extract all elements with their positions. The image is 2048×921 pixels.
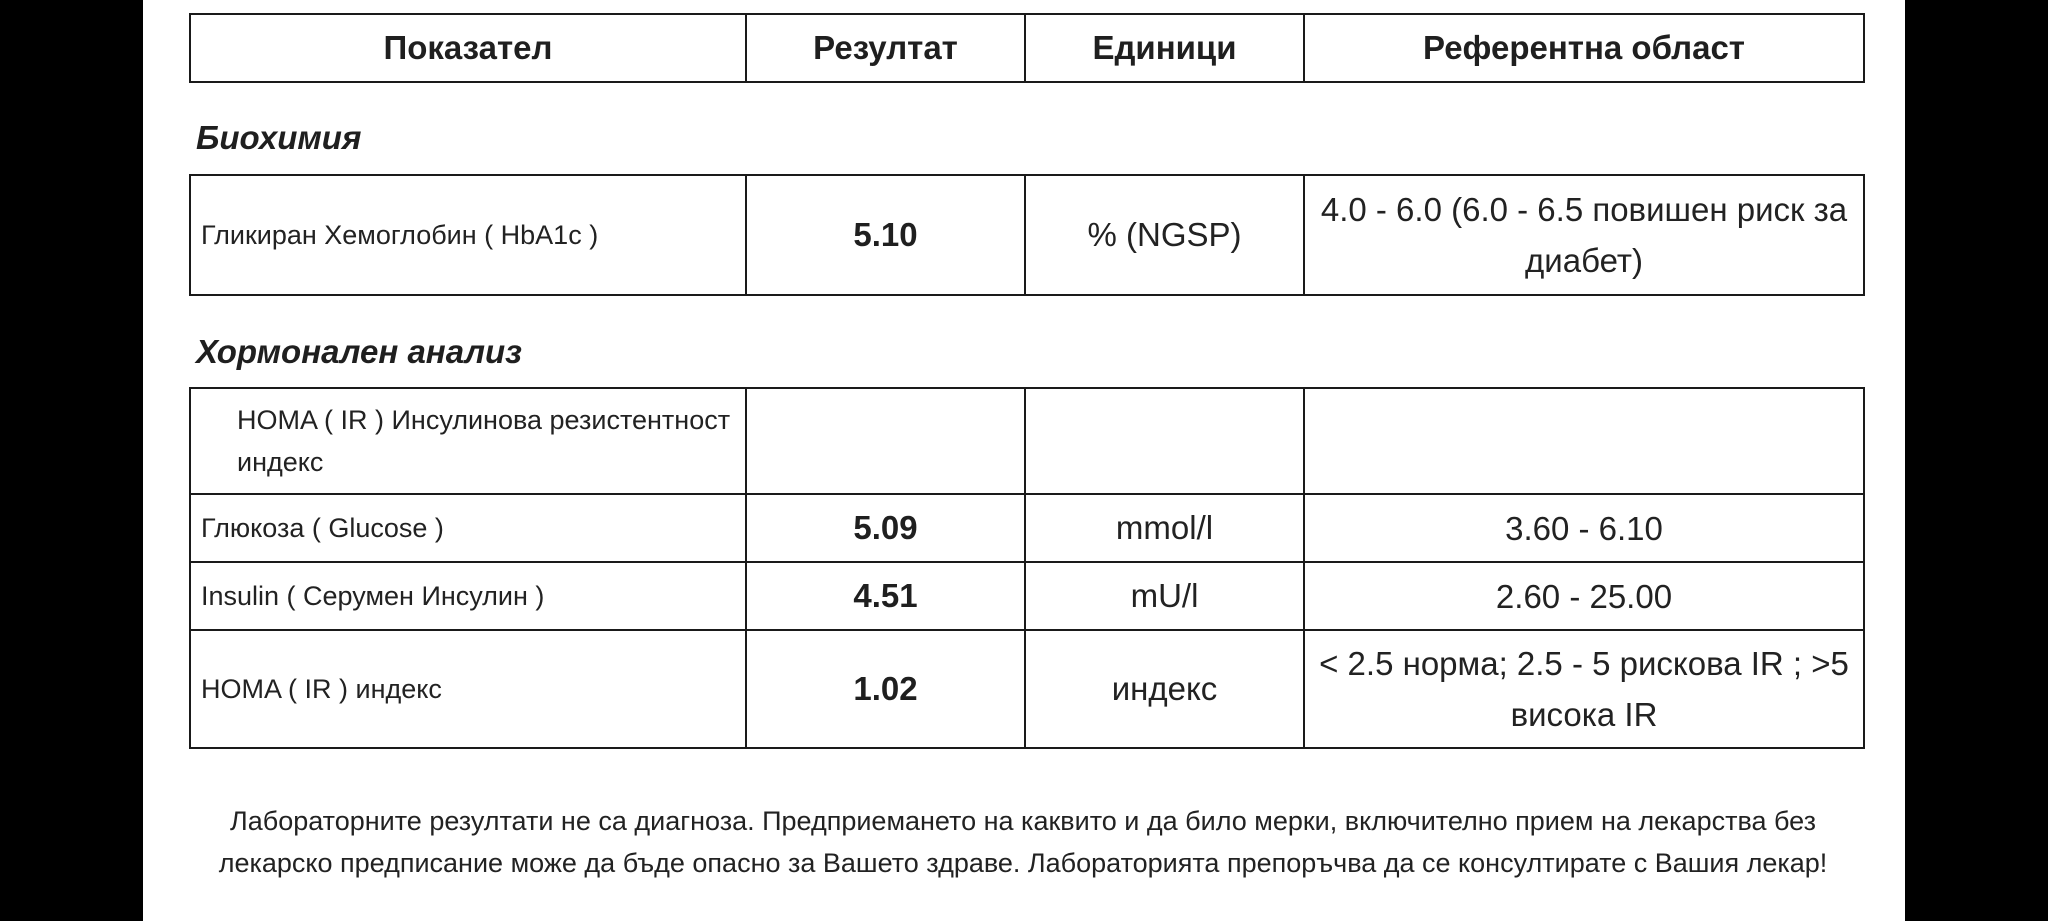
unit-value: индекс — [1025, 630, 1304, 748]
unit-value: % (NGSP) — [1025, 175, 1304, 295]
section-title-biochemistry: Биохимия — [196, 119, 362, 156]
indicator-name: Insulin ( Серумен Инсулин ) — [190, 562, 746, 630]
indicator-name: HOMA ( IR ) индекс — [190, 630, 746, 748]
header-result: Резултат — [746, 14, 1025, 82]
indicator-name: Гликиран Хемоглобин ( HbA1c ) — [190, 175, 746, 295]
reference-range: 3.60 - 6.10 — [1304, 494, 1864, 562]
result-value: 1.02 — [746, 630, 1025, 748]
reference-range: 2.60 - 25.00 — [1304, 562, 1864, 630]
unit-value: mU/l — [1025, 562, 1304, 630]
result-value: 5.09 — [746, 494, 1025, 562]
hormonal-table — [189, 387, 1865, 749]
header-units: Единици — [1025, 14, 1304, 82]
table-row-glucose — [190, 494, 1864, 562]
unit-value: mmol/l — [1025, 494, 1304, 562]
table-row-homa-group — [190, 388, 1864, 494]
empty-cell — [746, 388, 1025, 494]
empty-cell — [1025, 388, 1304, 494]
indicator-name: Глюкоза ( Glucose ) — [190, 494, 746, 562]
result-value: 5.10 — [746, 175, 1025, 295]
reference-range: < 2.5 норма; 2.5 - 5 рискова IR ; >5 висока IR — [1304, 630, 1864, 748]
header-row — [190, 14, 1864, 82]
empty-cell — [1304, 388, 1864, 494]
table-row-hba1c — [190, 175, 1864, 295]
result-value: 4.51 — [746, 562, 1025, 630]
results-table-header — [189, 13, 1865, 83]
reference-range: 4.0 - 6.0 (6.0 - 6.5 повишен риск за диабет) — [1304, 175, 1864, 295]
report-page — [143, 0, 1905, 921]
table-row-insulin — [190, 562, 1864, 630]
table-row-homa-index — [190, 630, 1864, 748]
biochemistry-table — [189, 174, 1865, 296]
section-title-hormonal: Хормонален анализ — [196, 333, 523, 370]
group-title: HOMA ( IR ) Инсулинова резистентност индекс — [190, 388, 746, 494]
header-indicator: Показател — [190, 14, 746, 82]
disclaimer-note: Лабораторните резултати не са диагноза. Предприемането на каквито и да било мерки, включително прием на лекарства без лекарско предписание може да бъде опасно за Вашето здраве. Лабораторията препоръчва да се консултирате с Вашия лекар! — [218, 806, 1828, 878]
header-reference: Референтна област — [1304, 14, 1864, 82]
